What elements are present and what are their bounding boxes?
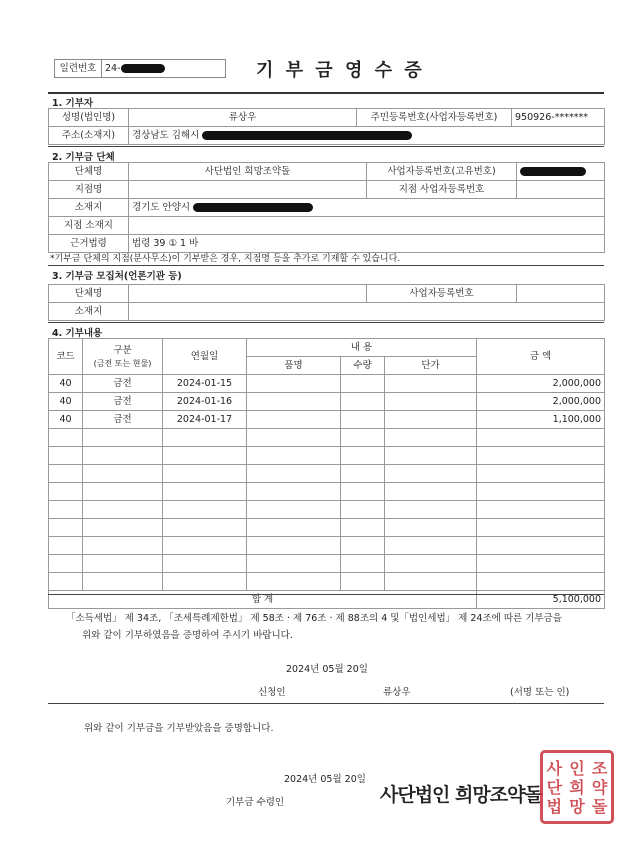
recipient-org-name: 사단법인 희망조약돌 xyxy=(380,784,542,806)
empty-cell xyxy=(341,447,385,465)
cell-unit xyxy=(385,375,477,393)
seal-char: 단 xyxy=(546,777,563,797)
empty-cell xyxy=(341,429,385,447)
agency-name-value xyxy=(129,285,367,303)
sign-hint: (서명 또는 인) xyxy=(510,687,570,698)
cell-date: 2024-01-16 xyxy=(163,393,247,411)
empty-table-row xyxy=(49,555,605,573)
agency-table xyxy=(48,284,605,321)
empty-cell xyxy=(163,537,247,555)
col-qty: 수량 xyxy=(341,357,385,375)
cell-amount: 1,100,000 xyxy=(477,411,605,429)
empty-cell xyxy=(49,465,83,483)
cell-item xyxy=(247,375,341,393)
empty-cell xyxy=(385,537,477,555)
empty-cell xyxy=(83,573,163,591)
org-law-label: 근거법령 xyxy=(49,235,129,253)
empty-cell xyxy=(247,501,341,519)
donor-address-value: 경상남도 김해시 xyxy=(132,130,203,141)
col-code: 코드 xyxy=(49,339,83,375)
redaction-mark xyxy=(520,167,586,176)
org-branch-label: 지점명 xyxy=(49,181,129,199)
empty-cell xyxy=(163,465,247,483)
empty-cell xyxy=(477,537,605,555)
empty-cell xyxy=(477,519,605,537)
cell-date: 2024-01-15 xyxy=(163,375,247,393)
cell-qty xyxy=(341,393,385,411)
cell-type: 금전 xyxy=(83,375,163,393)
empty-cell xyxy=(49,537,83,555)
cell-unit xyxy=(385,411,477,429)
org-reg-label: 사업자등록번호(고유번호) xyxy=(367,163,517,181)
empty-table-row xyxy=(49,465,605,483)
org-location-value: 경기도 안양시 xyxy=(132,202,194,213)
empty-table-row xyxy=(49,537,605,555)
empty-cell xyxy=(163,555,247,573)
section-donor-title: 1. 기부자 xyxy=(52,98,94,109)
cell-code: 40 xyxy=(49,375,83,393)
empty-cell xyxy=(385,465,477,483)
empty-cell xyxy=(83,483,163,501)
rule xyxy=(48,265,604,266)
cell-item xyxy=(247,411,341,429)
seal-col-1 xyxy=(592,759,607,816)
redaction-mark xyxy=(121,64,165,73)
rule xyxy=(48,92,604,94)
org-name-label: 단체명 xyxy=(49,163,129,181)
empty-cell xyxy=(247,573,341,591)
seal-char: 법 xyxy=(546,796,563,816)
empty-cell xyxy=(477,501,605,519)
empty-cell xyxy=(341,501,385,519)
empty-table-row xyxy=(49,447,605,465)
donations-table xyxy=(48,338,605,609)
cell-qty xyxy=(341,375,385,393)
seal-col-2 xyxy=(569,759,584,816)
section-org-title: 2. 기부금 단체 xyxy=(52,152,115,163)
document-title: 기 부 금 영 수 증 xyxy=(256,60,425,81)
col-date: 연월일 xyxy=(163,339,247,375)
col-item: 품명 xyxy=(247,357,341,375)
org-note: *기부금 단체의 지점(분사무소)이 기부받은 경우, 지점명 등을 추가로 기재할 수 있습니다. xyxy=(50,254,401,264)
empty-table-row xyxy=(49,429,605,447)
serial-box xyxy=(54,59,226,78)
statement-line-1: 「소득세법」 제 34조, 「조세특례제한법」 제 58조 · 제 76조 · 제 88조의 4 및「법인세법」 제 24조에 따른 기부금을 xyxy=(66,613,562,624)
donor-address-cell xyxy=(129,127,605,145)
cell-type: 금전 xyxy=(83,411,163,429)
empty-cell xyxy=(385,519,477,537)
org-branch-location-value xyxy=(129,217,605,235)
col-type-sub: (금전 또는 현물) xyxy=(93,358,152,368)
cell-code: 40 xyxy=(49,393,83,411)
org-location-label: 소재지 xyxy=(49,199,129,217)
empty-cell xyxy=(341,555,385,573)
empty-cell xyxy=(83,465,163,483)
empty-cell xyxy=(385,555,477,573)
agency-name-label: 단체명 xyxy=(49,285,129,303)
empty-cell xyxy=(83,519,163,537)
serial-value: 24- xyxy=(105,63,121,74)
empty-cell xyxy=(163,447,247,465)
empty-cell xyxy=(341,519,385,537)
table-row xyxy=(49,393,605,411)
cell-qty xyxy=(341,411,385,429)
seal-char: 조 xyxy=(591,758,608,778)
statement-date-2: 2024년 05월 20일 xyxy=(284,774,366,785)
org-law-value: 법령 39 ① 1 바 xyxy=(129,235,605,253)
donor-name-value: 류상우 xyxy=(129,109,357,127)
org-name-value: 사단법인 희망조약돌 xyxy=(129,163,367,181)
serial-label: 일련번호 xyxy=(55,60,102,77)
empty-cell xyxy=(49,447,83,465)
seal-char: 사 xyxy=(546,758,563,778)
empty-table-row xyxy=(49,483,605,501)
empty-cell xyxy=(385,483,477,501)
empty-cell xyxy=(341,537,385,555)
seal-char: 약 xyxy=(591,777,608,797)
seal-char: 돌 xyxy=(591,796,608,816)
applicant-label: 신청인 xyxy=(258,687,286,698)
empty-cell xyxy=(83,501,163,519)
empty-cell xyxy=(477,447,605,465)
empty-cell xyxy=(163,501,247,519)
col-type-label: 구분 xyxy=(113,344,132,356)
empty-cell xyxy=(341,465,385,483)
recipient-label: 기부금 수령인 xyxy=(226,797,285,808)
org-branch-value xyxy=(129,181,367,199)
col-unit: 단가 xyxy=(385,357,477,375)
seal-col-3 xyxy=(547,759,562,816)
seal-char: 망 xyxy=(569,796,585,816)
empty-cell xyxy=(247,465,341,483)
empty-cell xyxy=(49,573,83,591)
cell-date: 2024-01-17 xyxy=(163,411,247,429)
applicant-name: 류상우 xyxy=(383,687,411,698)
empty-cell xyxy=(247,447,341,465)
empty-cell xyxy=(385,429,477,447)
donor-id-value: 950926-******* xyxy=(512,109,605,127)
empty-cell xyxy=(163,429,247,447)
seal-char: 인 xyxy=(569,758,585,778)
rule xyxy=(48,322,604,323)
empty-cell xyxy=(49,501,83,519)
empty-cell xyxy=(247,483,341,501)
org-branch-reg-label: 지점 사업자등록번호 xyxy=(367,181,517,199)
agency-location-value xyxy=(129,303,605,321)
empty-cell xyxy=(83,429,163,447)
empty-table-row xyxy=(49,519,605,537)
empty-cell xyxy=(163,573,247,591)
rule xyxy=(48,146,604,147)
empty-cell xyxy=(341,573,385,591)
seal-char: 희 xyxy=(569,777,585,797)
section-agency-title: 3. 기부금 모집처(언론기관 등) xyxy=(52,271,182,282)
empty-table-row xyxy=(49,573,605,591)
org-reg-value xyxy=(517,163,605,181)
empty-table-row xyxy=(49,501,605,519)
table-row xyxy=(49,411,605,429)
cell-item xyxy=(247,393,341,411)
org-table xyxy=(48,162,605,253)
agency-reg-label: 사업자등록번호 xyxy=(367,285,517,303)
donor-id-label: 주민등록번호(사업자등록번호) xyxy=(357,109,512,127)
empty-cell xyxy=(83,555,163,573)
empty-cell xyxy=(385,447,477,465)
empty-cell xyxy=(385,573,477,591)
col-amount: 금 액 xyxy=(477,339,605,375)
org-branch-reg-value xyxy=(517,181,605,199)
col-type xyxy=(83,339,163,375)
confirm-statement: 위와 같이 기부금을 기부받았음을 증명합니다. xyxy=(84,723,274,734)
rule xyxy=(48,703,604,704)
statement-line-2: 위와 같이 기부하였음을 증명하여 주시기 바랍니다. xyxy=(82,630,293,641)
total-label: 합 계 xyxy=(49,591,477,609)
section-donations-title: 4. 기부내용 xyxy=(52,328,103,339)
redaction-mark xyxy=(193,203,313,212)
statement-date-1: 2024년 05월 20일 xyxy=(286,664,368,675)
empty-cell xyxy=(247,519,341,537)
org-branch-location-label: 지점 소재지 xyxy=(49,217,129,235)
empty-cell xyxy=(49,555,83,573)
empty-cell xyxy=(477,573,605,591)
empty-cell xyxy=(341,483,385,501)
col-content: 내 용 xyxy=(247,339,477,357)
serial-value-wrap xyxy=(105,60,165,77)
empty-cell xyxy=(477,429,605,447)
cell-code: 40 xyxy=(49,411,83,429)
rule xyxy=(48,594,604,595)
cell-type: 금전 xyxy=(83,393,163,411)
empty-cell xyxy=(477,555,605,573)
empty-cell xyxy=(83,537,163,555)
table-row xyxy=(49,375,605,393)
empty-cell xyxy=(49,429,83,447)
seal-stamp xyxy=(540,750,614,824)
agency-location-label: 소재지 xyxy=(49,303,129,321)
empty-cell xyxy=(247,537,341,555)
cell-amount: 2,000,000 xyxy=(477,375,605,393)
empty-cell xyxy=(49,519,83,537)
empty-cell xyxy=(49,483,83,501)
cell-unit xyxy=(385,393,477,411)
empty-cell xyxy=(163,519,247,537)
empty-cell xyxy=(477,465,605,483)
redaction-mark xyxy=(202,131,412,140)
total-value: 5,100,000 xyxy=(477,591,605,609)
empty-cell xyxy=(385,501,477,519)
empty-cell xyxy=(477,483,605,501)
agency-reg-value xyxy=(517,285,605,303)
donor-address-label: 주소(소재지) xyxy=(49,127,129,145)
org-location-cell xyxy=(129,199,605,217)
donor-name-label: 성명(법인명) xyxy=(49,109,129,127)
cell-amount: 2,000,000 xyxy=(477,393,605,411)
empty-cell xyxy=(163,483,247,501)
donor-table xyxy=(48,108,605,145)
empty-cell xyxy=(247,555,341,573)
empty-cell xyxy=(247,429,341,447)
empty-cell xyxy=(83,447,163,465)
